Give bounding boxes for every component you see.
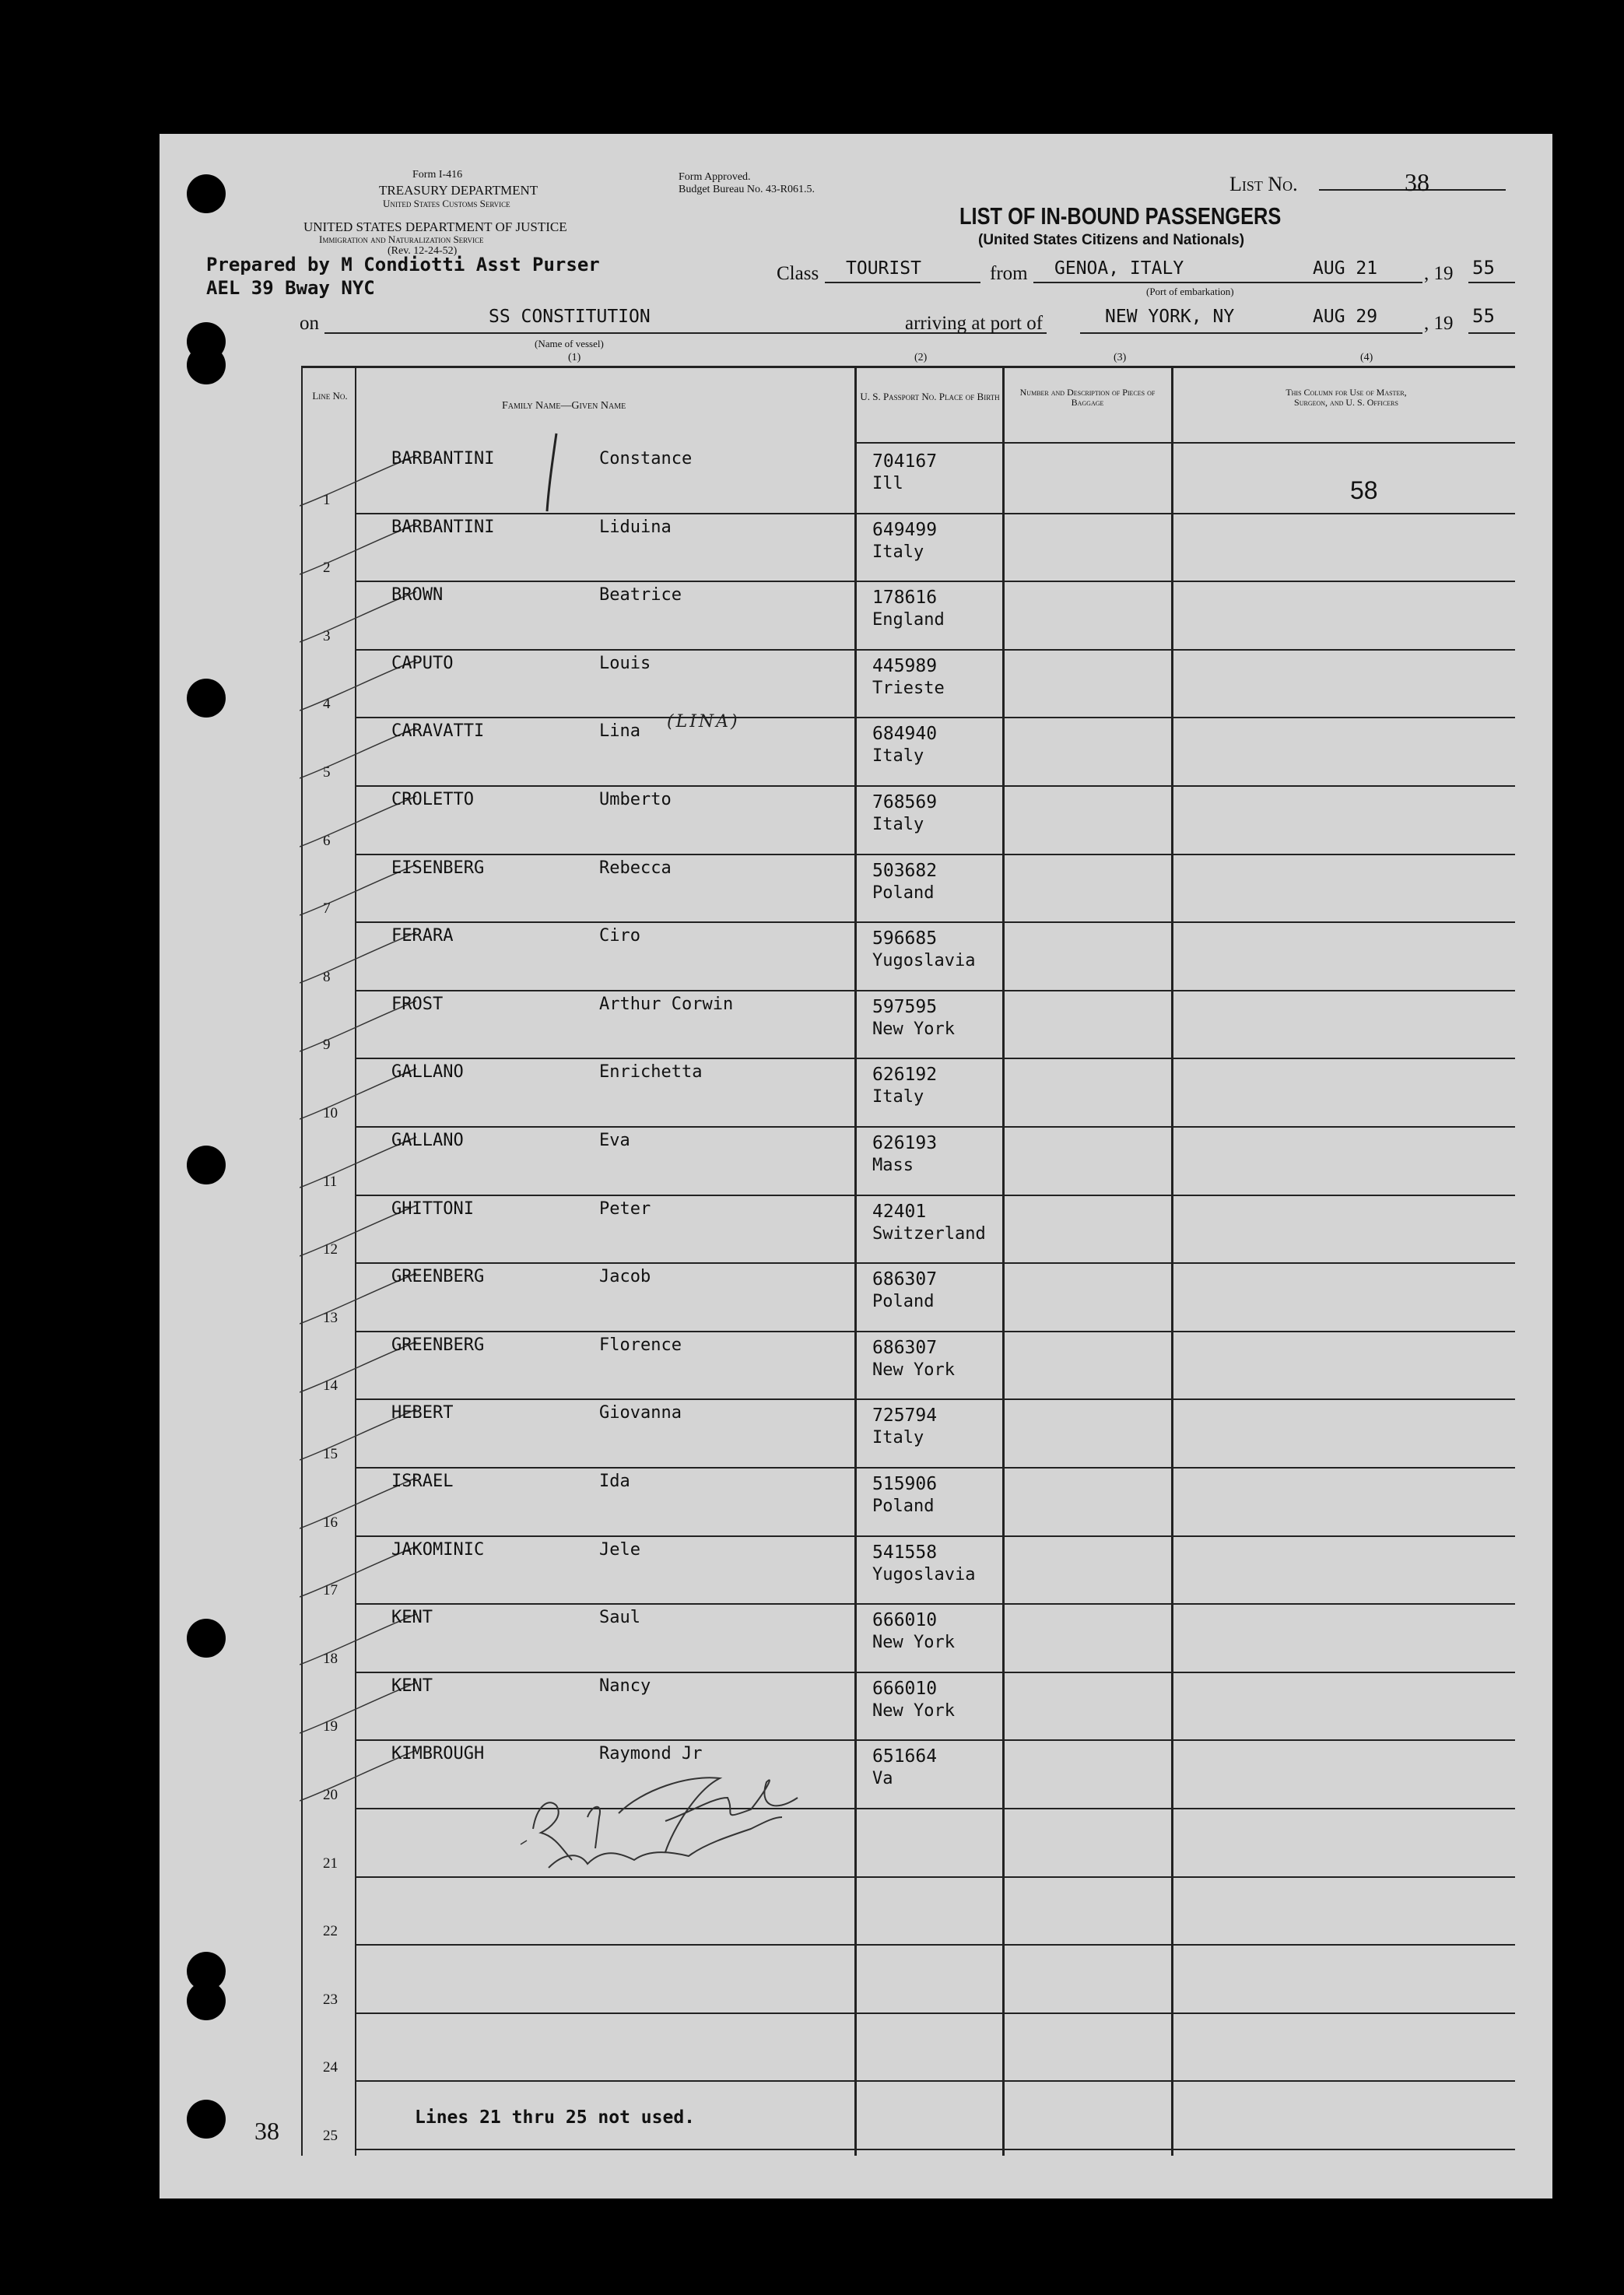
passport-number: 597595 [872, 996, 938, 1017]
column-2-number: (2) [914, 352, 928, 363]
on-label: on [300, 313, 319, 334]
punch-hole [187, 1619, 226, 1658]
passenger-given-name: Enrichetta [599, 1062, 703, 1083]
passenger-given-name: Raymond Jr [599, 1744, 703, 1764]
row-line-number: 19 [323, 1718, 338, 1735]
officers-header: This Column for Use of Master, Surgeon, and U. S. Officers [1286, 387, 1407, 408]
row-separator [355, 2149, 1515, 2150]
list-no-label: List No. [1229, 173, 1298, 195]
passenger-family-name: CARAVATTI [391, 721, 485, 742]
place-of-birth: Ill [872, 474, 903, 493]
row-separator [355, 1535, 1515, 1537]
row-line-number: 22 [323, 1923, 338, 1940]
arrival-date: AUG 29 [1313, 307, 1378, 327]
departure-year: 55 [1472, 257, 1495, 279]
row-line-number: 20 [323, 1787, 338, 1803]
place-of-birth: England [872, 610, 945, 630]
row-line-number: 23 [323, 1991, 338, 2008]
row-separator [355, 854, 1515, 855]
passport-number: 503682 [872, 860, 938, 881]
passenger-family-name: KENT [391, 1608, 433, 1628]
port-caption: (Port of embarkation) [1146, 286, 1234, 297]
passenger-family-name: BARBANTINI [391, 449, 495, 468]
row-separator [355, 649, 1515, 651]
row-line-number: 10 [323, 1105, 338, 1121]
passport-number: 42401 [872, 1201, 927, 1222]
row-line-number: 14 [323, 1377, 338, 1395]
place-of-birth: New York [872, 1700, 955, 1721]
arrival-year-line [1468, 332, 1515, 334]
place-of-birth: Poland [872, 1292, 935, 1312]
row-separator [355, 1944, 1515, 1946]
passenger-given-name: Ida [599, 1472, 630, 1491]
column-header-bottom [1005, 442, 1171, 444]
passport-number: 651664 [872, 1746, 938, 1767]
row-line-number: 3 [323, 627, 331, 644]
column-3-number: (3) [1114, 352, 1127, 363]
place-of-birth: New York [872, 1019, 955, 1039]
passenger-family-name: FERARA [391, 926, 454, 946]
row-line-number: 12 [323, 1241, 338, 1258]
passenger-given-name: Jele [599, 1539, 640, 1560]
passport-number: 626192 [872, 1065, 938, 1086]
passenger-family-name: BROWN [391, 585, 444, 605]
passenger-given-name: Nancy [599, 1676, 651, 1696]
passport-number: 626193 [872, 1133, 938, 1153]
passenger-given-name: Louis [599, 653, 651, 673]
depart-year-line [1468, 282, 1515, 283]
passenger-given-name: Arthur Corwin [599, 994, 734, 1014]
handwritten-signature [517, 1743, 829, 1876]
passenger-family-name: GALLANO [391, 1131, 464, 1150]
place-of-birth: Switzerland [872, 1223, 986, 1244]
passport-number: 686307 [872, 1269, 938, 1290]
form-approved: Form Approved. [679, 171, 751, 183]
row-separator [355, 1126, 1515, 1128]
passenger-given-name: Eva [599, 1131, 630, 1150]
row-line-number: 24 [323, 2059, 338, 2076]
name-header: Family Name—Given Name [502, 400, 626, 412]
passport-number: 686307 [872, 1337, 938, 1358]
embarkation-port: GENOA, ITALY [1054, 258, 1184, 279]
row-line-number: 11 [323, 1173, 338, 1190]
place-of-birth: New York [872, 1633, 955, 1653]
arrival-year-prefix: , 19 [1424, 313, 1454, 334]
passport-number: 684940 [872, 724, 938, 745]
from-label: from [990, 263, 1028, 284]
arrival-port: NEW YORK, NY [1105, 307, 1235, 327]
passport-header: U. S. Passport No. Place of Birth [860, 391, 1000, 402]
row-separator [355, 1876, 1515, 1878]
ins-service: Immigration and Naturalization Service [319, 233, 484, 245]
revision-date: (Rev. 12-24-52) [388, 245, 458, 257]
punch-hole [187, 679, 226, 718]
departure-year-prefix: , 19 [1424, 263, 1454, 284]
row-line-number: 21 [323, 1855, 338, 1872]
passport-number: 666010 [872, 1678, 938, 1699]
place-of-birth: Va [872, 1769, 893, 1789]
row-line-number: 15 [323, 1446, 338, 1462]
form-title: LIST OF IN-BOUND PASSENGERS [959, 202, 1282, 230]
passenger-given-name: Umberto [599, 790, 672, 809]
arriving-label: arriving at port of [905, 313, 1043, 334]
handwritten-bracket [525, 430, 572, 515]
column-header-bottom [1173, 442, 1515, 444]
row-separator [355, 1058, 1515, 1059]
passport-number: 725794 [872, 1405, 938, 1426]
row-line-number: 17 [323, 1582, 338, 1599]
handwritten-lina-note: (LINA) [667, 712, 740, 732]
form-number: Form I-416 [412, 169, 463, 181]
place-of-birth: Poland [872, 1497, 935, 1516]
vessel-name: SS CONSTITUTION [489, 307, 651, 327]
row-line-number: 8 [323, 968, 331, 985]
passenger-family-name: GHITTONI [391, 1198, 474, 1219]
passport-number: 541558 [872, 1542, 938, 1563]
row-line-number: 25 [323, 2128, 338, 2144]
passport-number: 666010 [872, 1610, 938, 1631]
passenger-family-name: GREENBERG [391, 1267, 485, 1287]
place-of-birth: Yugoslavia [872, 1564, 976, 1584]
row-line-number: 1 [323, 491, 331, 508]
row-line-number: 18 [323, 1650, 338, 1667]
officer-count: 58 [1350, 476, 1378, 504]
row-separator [355, 1262, 1515, 1264]
passenger-family-name: EISENBERG [391, 858, 485, 878]
place-of-birth: Mass [872, 1156, 914, 1175]
passenger-family-name: ISRAEL [391, 1472, 454, 1491]
passenger-given-name: Ciro [599, 926, 640, 946]
place-of-birth: Italy [872, 1087, 924, 1107]
passenger-given-name: Florence [599, 1335, 682, 1355]
passport-number: 768569 [872, 792, 938, 812]
passport-number: 704167 [872, 451, 938, 472]
row-separator [355, 785, 1515, 787]
passenger-given-name: Jacob [599, 1267, 651, 1287]
place-of-birth: Yugoslavia [872, 951, 976, 971]
row-separator [355, 1739, 1515, 1741]
passenger-family-name: JAKOMINIC [391, 1539, 485, 1560]
passenger-given-name: Lina [599, 721, 640, 742]
treasury-department: TREASURY DEPARTMENT [379, 183, 538, 198]
passport-number: 649499 [872, 519, 938, 540]
class-line [825, 282, 980, 283]
from-line [1033, 282, 1422, 283]
place-of-birth: Italy [872, 542, 924, 562]
place-of-birth: Italy [872, 1428, 924, 1448]
vessel-caption: (Name of vessel) [535, 338, 604, 349]
row-separator [355, 1672, 1515, 1673]
passenger-given-name: Liduina [599, 517, 672, 537]
punch-hole [187, 2100, 226, 2139]
row-line-number: 7 [323, 900, 331, 918]
punch-hole [187, 1146, 226, 1184]
passport-number: 515906 [872, 1474, 938, 1494]
class-value: TOURIST [846, 258, 921, 279]
passenger-family-name: HEBERT [391, 1403, 454, 1423]
place-of-birth: Trieste [872, 678, 945, 698]
baggage-header: Number and Description of Pieces of Baggage [1019, 387, 1156, 408]
passport-baggage-divider [1002, 366, 1005, 2156]
punch-hole [187, 174, 226, 213]
preparer-address: AEL 39 Bway NYC [206, 277, 375, 299]
passenger-family-name: KIMBROUGH [391, 1744, 485, 1764]
justice-department: UNITED STATES DEPARTMENT OF JUSTICE [303, 219, 567, 234]
name-passport-divider [854, 366, 857, 2156]
column-4-number: (4) [1360, 352, 1373, 363]
column-header-bottom [857, 442, 1002, 444]
table-top-border [301, 366, 1515, 368]
customs-service: United States Customs Service [383, 198, 510, 209]
passenger-family-name: GREENBERG [391, 1335, 485, 1355]
passenger-given-name: Constance [599, 449, 693, 468]
passenger-family-name: BARBANTINI [391, 517, 495, 537]
passport-number: 178616 [872, 588, 938, 609]
passenger-given-name: Rebecca [599, 858, 672, 878]
row-line-number: 5 [323, 764, 331, 781]
prepared-by: Prepared by M Condiotti Asst Purser [206, 254, 600, 275]
row-separator [355, 1398, 1515, 1400]
row-line-number: 4 [323, 696, 331, 713]
lines-not-used-note: Lines 21 thru 25 not used. [415, 2107, 696, 2128]
list-no-value: 38 [1405, 168, 1429, 196]
passenger-given-name: Peter [599, 1198, 651, 1219]
row-separator [355, 1331, 1515, 1332]
passenger-family-name: FROST [391, 994, 444, 1014]
arrival-line [1080, 332, 1422, 334]
place-of-birth: Italy [872, 746, 924, 767]
row-line-number: 16 [323, 1514, 338, 1531]
form-subtitle: (United States Citizens and Nationals) [978, 232, 1245, 248]
place-of-birth: Italy [872, 815, 924, 834]
row-line-number: 2 [323, 560, 331, 577]
row-separator [355, 717, 1515, 718]
column-1-number: (1) [568, 352, 581, 363]
budget-bureau: Budget Bureau No. 43-R061.5. [679, 184, 815, 195]
margin-list-number: 38 [254, 2117, 279, 2145]
row-line-number: 9 [323, 1037, 331, 1054]
arrival-year: 55 [1472, 305, 1495, 327]
passenger-given-name: Giovanna [599, 1403, 682, 1423]
row-separator [355, 1603, 1515, 1605]
passenger-given-name: Beatrice [599, 585, 682, 605]
passport-number: 445989 [872, 655, 938, 676]
row-line-number: 6 [323, 832, 331, 849]
passenger-family-name: CAPUTO [391, 653, 454, 673]
passenger-family-name: KENT [391, 1676, 433, 1696]
passport-number: 596685 [872, 928, 938, 949]
row-separator [355, 1467, 1515, 1469]
class-label: Class [777, 263, 819, 284]
row-separator [355, 2080, 1515, 2082]
line-no-header: Line No. [312, 390, 348, 402]
punch-hole [187, 346, 226, 384]
row-line-number: 13 [323, 1309, 338, 1326]
row-separator [355, 990, 1515, 991]
row-separator [355, 921, 1515, 923]
baggage-officers-divider [1171, 366, 1173, 2156]
row-separator [355, 2013, 1515, 2014]
passenger-family-name: GALLANO [391, 1062, 464, 1083]
departure-date: AUG 21 [1313, 258, 1378, 279]
passenger-manifest-page [160, 134, 1552, 2198]
passenger-given-name: Saul [599, 1608, 640, 1628]
row-separator [355, 581, 1515, 582]
place-of-birth: New York [872, 1360, 955, 1380]
punch-hole [187, 1981, 226, 2020]
passenger-family-name: CROLETTO [391, 790, 474, 809]
place-of-birth: Poland [872, 883, 935, 903]
row-separator [355, 1195, 1515, 1196]
